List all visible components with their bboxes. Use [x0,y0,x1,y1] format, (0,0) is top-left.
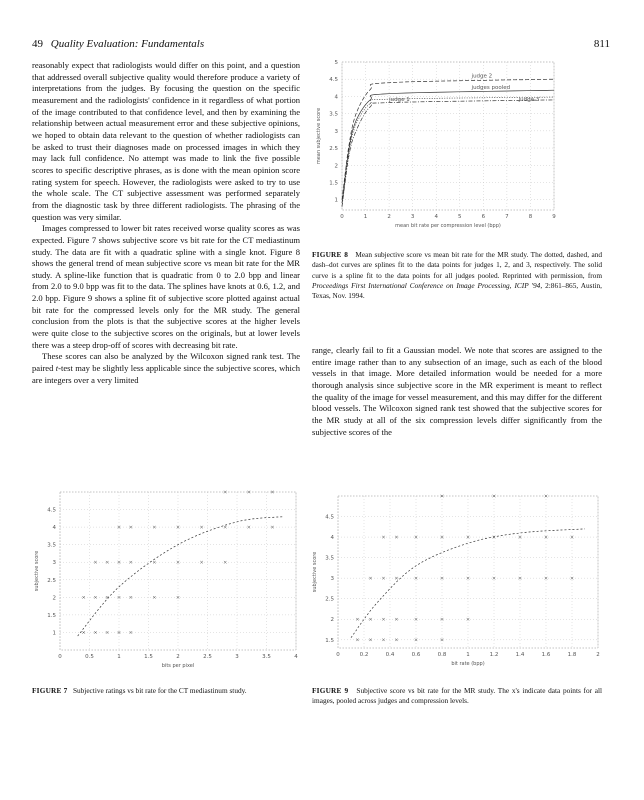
caption-text: , 2:861–865, Austin, Texas, Nov. 1994. [312,280,603,301]
text-run: These scores can also be analyzed by the Wilcoxon signed rank test. The paired [32,351,300,374]
data-point [382,577,385,580]
y-tick-label: 3 [334,128,338,135]
x-tick-label: 0 [336,652,340,658]
data-point [224,526,227,529]
x-tick-label: 1 [117,654,121,660]
x-tick-label: 2 [387,214,391,220]
x-tick-label: 3 [410,214,415,220]
data-point [224,561,227,564]
x-tick-label: 4 [434,214,438,220]
x-tick-label: 1 [363,214,368,220]
x-tick-label: 0 [58,654,62,660]
y-tick-label: 2 [52,595,56,602]
y-tick-label: 2 [330,617,334,624]
annotation-judge-3: judge 3 [518,96,540,103]
y-tick-label: 3 [330,576,334,583]
x-tick-label: 1 [466,652,470,658]
annotation-judges-pooled: judges pooled [471,84,511,91]
figure-9-caption [312,686,602,707]
x-tick-label: 8 [528,214,533,220]
page-number: 811 [593,38,610,50]
paragraph: Images compressed to lower bit rates received worse quality scores as was expected. Figure 7 shows subjective score vs bit rate for the CT mediastinum study. The data are fit with a quadratic spline with a single knot. Figure 8 shows the general trend of mean subjective score vs mean bit rate for the MR study. A spline-like function that is quadratic from 0 to 2.0 bpp and linear from 2.0 to 9.0 bpp was fit to the data. The splines have knots at 0.6, 1.2, and 2.0 bpp. Figure 9 shows a spline fit of subjective score plotted against actual bit rate for the compressed levels only for the MR study. The general conclusion from the plots is that the subjective scores at the higher levels were quite close to the subjective scores on the originals, but at lower levels there was a steep drop-off of scores with decreasing bit rate. [32,223,300,350]
y-axis-label: mean subjective score [316,107,322,165]
text-run: -test may be slightly less applicable since the subjective scores, which are integers over a very limited [32,363,300,385]
x-tick-label: 0.8 [437,652,447,658]
caption-citation: Proceedings First International Conference on Image Processing, ICIP '94 [312,280,541,290]
figure-label: FIGURE 9 [312,686,349,695]
figure-label: FIGURE 7 [32,686,68,695]
figure-7-chart [30,482,302,680]
x-tick-label: 1.6 [541,652,551,658]
series-line-judges-pooled [342,90,554,203]
x-tick-label: 1.5 [144,654,153,660]
x-tick-label: 9 [552,214,556,220]
x-tick-label: 2 [596,652,600,658]
data-point [382,638,385,641]
x-tick-label: 1.8 [567,652,577,658]
annotation-judge-2: judge 2 [471,73,493,80]
y-tick-label: 1 [52,630,56,637]
y-tick-label: 1.5 [47,612,56,619]
y-axis-label: subjective score [34,550,40,592]
x-axis-label: bits per pixel [161,663,195,669]
right-column [312,345,602,438]
y-tick-label: 4 [334,94,338,101]
y-tick-label: 2.5 [325,596,334,603]
series-line-judge-3 [342,100,554,207]
x-tick-label: 5 [458,214,462,220]
y-tick-label: 4.5 [325,514,334,521]
y-tick-label: 3.5 [47,542,56,549]
y-tick-label: 3.5 [329,111,338,118]
figure-8-chart [306,50,606,246]
data-point [382,536,385,539]
y-tick-label: 1.5 [325,637,334,644]
x-tick-label: 7 [505,214,509,220]
left-column [32,60,300,386]
x-tick-label: 2.5 [203,654,212,660]
y-tick-label: 3 [52,560,56,567]
t-test-italic: t [55,363,59,374]
data-point [519,536,522,539]
y-tick-label: 5 [334,60,338,66]
chapter-number: 49 [32,38,43,50]
x-tick-label: 0.5 [85,654,94,660]
x-tick-label: 1.2 [489,652,499,658]
paragraph: reasonably expect that radiologists would differ on this point, and a question that addressed overall subjective quality would therefore produce a variety of interpretations from the judges. By focusing the question on the specific measurement and the radiologists' confidence in it regardless of what portion of the image contributed to that confidence level, and then by examining the relationship between actual measurement error and these subjective opinions, we hoped to obtain data relevant to the question of whether radiologists can be asked to trust their diagnoses made on processed images in which they may lack full confidence. No attempt was made to link the five possible scores to specific descriptive phrases, as is done with the mean opinion score rating system for speech. However, the radiologists were asked to try to use the whole scale. The CT subjective assessment was performed separately from the diagnostic task by three different radiologists. The phrasing of the question was very similar. [32,60,300,222]
y-axis-label: subjective score [312,551,318,593]
y-tick-label: 4.5 [329,77,338,84]
x-tick-label: 6 [481,214,486,220]
x-axis-label: bit rate (bpp) [451,661,485,667]
paragraph: range, clearly fail to fit a Gaussian model. We note that scores are assigned to the entire image rather than to any subsection of an image, such as each of the blood vessels in that image. More detailed information would be needed for a more thorough analysis since subjective score in the MR experiment is meant to reflect the quality of the image for vessel measurement, and this may differ for the different blood vessels. The Wilcoxon signed rank test showed that the subjective scores for the MR study at all of the six compression levels differ significantly from the subjective scores of the [312,345,602,437]
x-tick-label: 3.5 [262,654,271,660]
y-tick-label: 2.5 [47,577,56,584]
figure-7-caption [32,686,300,696]
x-tick-label: 0.6 [411,652,421,658]
data-point [441,536,444,539]
data-point [382,618,385,621]
data-point [441,618,444,621]
x-tick-label: 0.2 [359,652,369,658]
y-tick-label: 4.5 [47,507,56,514]
x-tick-label: 4 [294,654,298,660]
caption-text: Mean subjective score vs mean bit rate for the MR study. The dotted, dashed, and dash–dot curves are splines fit to the data points for judges 1, 2, and 3, respectively. The solid curve is a spline fit to the data points for all judges pooled. Reprinted with permission, from [312,250,602,280]
y-tick-label: 2 [334,163,338,170]
x-tick-label: 2 [176,654,180,660]
running-header [32,38,204,50]
data-point [200,561,203,564]
y-tick-label: 1 [334,197,338,204]
figure-8-caption [312,250,602,301]
x-tick-label: 1.4 [515,652,525,658]
x-tick-label: 3 [235,654,239,660]
x-tick-label: 0 [340,214,344,220]
figure-9-chart [310,482,606,680]
y-tick-label: 4 [52,525,56,532]
plot-frame [342,62,554,210]
y-tick-label: 1.5 [329,180,338,187]
data-point [200,526,203,529]
y-tick-label: 2.5 [329,146,338,153]
data-point [118,596,121,599]
figure-label: FIGURE 8 [312,250,349,259]
caption-text: Subjective score vs bit rate for the MR study. The x's indicate data points for all images, pooled across judges and compression levels. [312,686,603,706]
x-tick-label: 0.4 [385,652,395,658]
y-tick-label: 3.5 [325,555,334,562]
y-tick-label: 4 [330,535,334,542]
paragraph [32,351,300,386]
annotation-judge-1: judge 1 [389,96,410,103]
fit-curve [78,517,285,636]
x-axis-label: mean bit rate per compression level (bpp) [395,223,501,229]
chapter-title: Quality Evaluation: Fundamentals [50,38,205,50]
caption-text: Subjective ratings vs bit rate for the CT mediastinum study. [72,686,247,695]
